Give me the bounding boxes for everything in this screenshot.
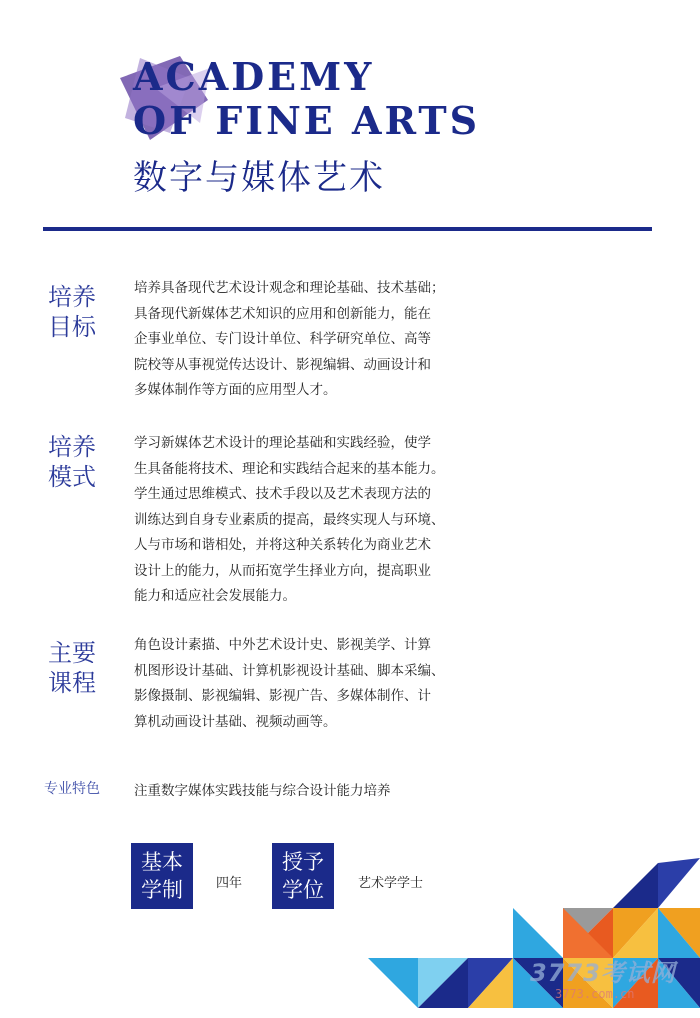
body-line: 影像摄制、影视编辑、影视广告、多媒体制作、计	[134, 688, 431, 704]
body-line: 培养具备现代艺术设计观念和理论基础、技术基础；	[134, 280, 445, 296]
watermark-logo: 3773考试网	[530, 959, 676, 987]
degree-value: 艺术学学士	[358, 876, 424, 891]
body-line: 设计上的能力，从而拓宽学生择业方向，提高职业	[134, 562, 431, 579]
body-line: 能力和适应社会发展能力。	[134, 588, 296, 604]
body-line: 学生通过思维模式、技术手段以及艺术表现方法的	[134, 486, 431, 502]
header-divider	[43, 227, 652, 231]
section-label-line: 培养	[48, 433, 96, 461]
body-line: 训练达到自身专业素质的提高，最终实现人与环境、	[134, 511, 445, 528]
title-en-line2: OF FINE ARTS	[133, 98, 481, 143]
academy-title	[133, 55, 480, 143]
section-label-line: 培养	[48, 283, 96, 311]
body-line: 机图形设计基础、计算机影视设计基础、脚本采编、	[134, 662, 445, 679]
duration-value: 四年	[216, 876, 243, 891]
body-line: 算机动画设计基础、视频动画等。	[134, 713, 337, 730]
section-label-line: 主要	[48, 639, 96, 667]
section-label-goal	[48, 282, 118, 342]
duration-badge	[131, 843, 193, 909]
watermark-url: 3773.com.cn	[555, 987, 635, 1001]
section-label-mode	[48, 432, 118, 492]
section-body-courses	[134, 633, 454, 735]
degree-badge	[272, 843, 334, 909]
body-line: 多媒体制作等方面的应用型人才。	[134, 382, 337, 398]
badge-line: 基本	[141, 850, 183, 874]
section-label-line: 目标	[48, 313, 96, 341]
body-line: 角色设计素描、中外艺术设计史、影视美学、计算	[134, 637, 431, 653]
section-body-mode	[134, 431, 454, 610]
body-line: 院校等从事视觉传达设计、影视编辑、动画设计和	[134, 356, 431, 373]
body-line: 生具备能将技术、理论和实践结合起来的基本能力。	[134, 460, 445, 477]
section-label-line: 模式	[48, 463, 96, 491]
decorative-triangles	[368, 858, 700, 1018]
body-line: 具备现代新媒体艺术知识的应用和创新能力，能在	[134, 305, 431, 322]
badge-line: 授予	[282, 850, 324, 874]
section-label-courses	[48, 638, 118, 698]
section-label-line: 课程	[48, 669, 96, 697]
badge-line: 学位	[282, 878, 324, 902]
body-line: 企事业单位、专门设计单位、科学研究单位、高等	[134, 331, 431, 347]
section-body-goal	[134, 276, 454, 404]
feature-text: 注重数字媒体实践技能与综合设计能力培养	[134, 783, 391, 799]
page-title: 数字与媒体艺术	[133, 158, 385, 198]
body-line: 学习新媒体艺术设计的理论基础和实践经验，使学	[134, 435, 431, 451]
feature-label: 专业特色	[44, 781, 100, 797]
title-en-line1: ACADEMY	[133, 54, 375, 99]
body-line: 人与市场和谐相处，并将这种关系转化为商业艺术	[134, 537, 431, 553]
badge-line: 学制	[141, 878, 183, 902]
